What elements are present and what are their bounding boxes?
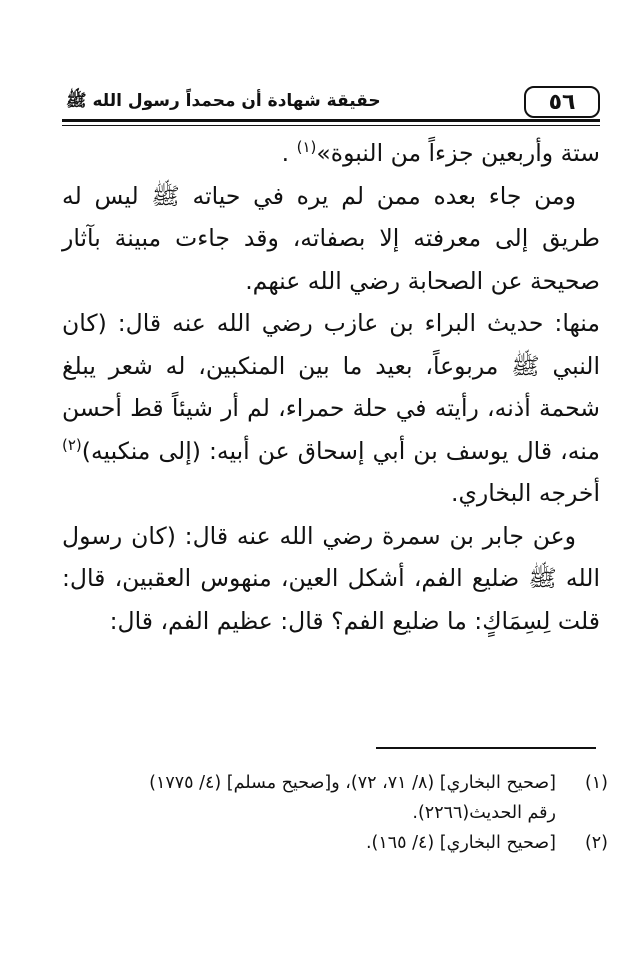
paragraph-3	[62, 302, 600, 515]
paragraph-1-text: ستة وأربعين جزءاً من النبوة»	[316, 139, 600, 167]
paragraph-1	[62, 132, 600, 175]
footnote-ref-2: (٢)	[62, 435, 82, 454]
page-header	[60, 80, 600, 120]
footnote-2-text: [صحيح البخاري] (٤/ ١٦٥).	[365, 833, 556, 853]
footnote-1-number: (١)	[584, 773, 608, 793]
paragraph-1-end: .	[281, 139, 290, 167]
footnotes	[60, 768, 608, 858]
header-rule-thin	[62, 125, 600, 126]
header-rule-thick	[62, 119, 600, 122]
footnote-2-number: (٢)	[584, 833, 608, 853]
page-number: ٥٦	[524, 86, 600, 118]
paragraph-3-text: منها: حديث البراء بن عازب رضي الله عنه قال: (كان النبي ﷺ مربوعاً، بعيد ما بين المنكبين، له شعر يبلغ شحمة أذنه، رأيته في حلة حمراء، لم أر شيئاً قط أحسن منه، قال يوسف بن أبي إسحاق عن أبيه: (إلى منكبيه)	[62, 309, 600, 465]
main-text	[62, 132, 600, 642]
paragraph-2: ومن جاء بعده ممن لم يره في حياته ﷺ ليس له طريق إلى معرفته إلا بصفاته، وقد جاءت مبينة بآثار صحيحة عن الصحابة رضي الله عنهم.	[62, 181, 600, 295]
running-title: حقيقة شهادة أن محمداً رسول الله ﷺ	[66, 91, 381, 111]
footnote-1-continuation: رقم الحديث(٢٢٦٦).	[412, 803, 556, 823]
footnote-2	[60, 828, 608, 858]
footnote-ref-1: (١)	[296, 138, 317, 157]
paragraph-4: وعن جابر بن سمرة رضي الله عنه قال: (كان رسول الله ﷺ ضليع الفم، أشكل العين، منهوس العقبين، قال: قلت لِسِمَاكٍ: ما ضليع الفم؟ قال: عظيم الفم، قال:	[62, 521, 600, 635]
footnote-1	[60, 768, 608, 798]
footnote-rule	[376, 747, 596, 749]
paragraph-3-end: أخرجه البخاري.	[451, 479, 600, 507]
footnote-1-text: [صحيح البخاري] (٨/ ٧١، ٧٢)، و[صحيح مسلم] (٤/ ١٧٧٥)	[149, 773, 556, 793]
